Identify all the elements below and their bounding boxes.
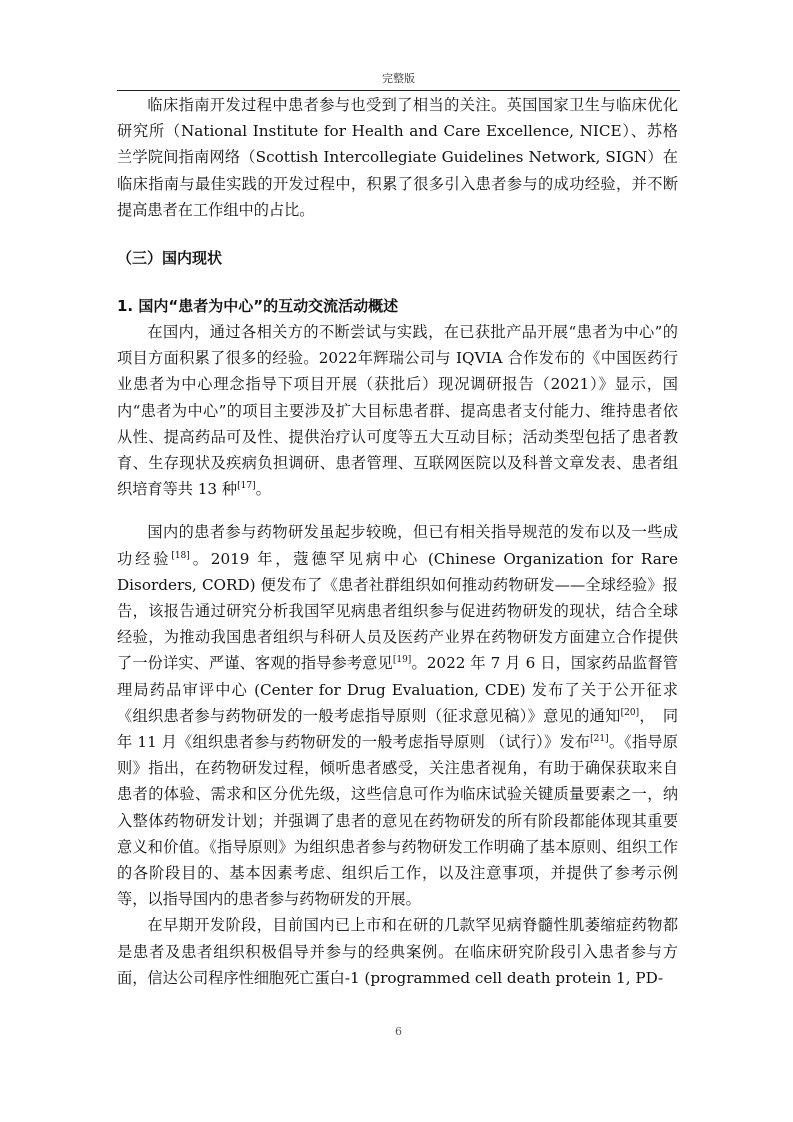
paragraph-text: 国内的患者参与药物研发虽起步较晚，但已有相关指导规范的发布以及一些成功经验 xyxy=(117,523,678,568)
paragraph-domestic-experience xyxy=(117,319,678,502)
citation-ref: [18] xyxy=(171,550,190,561)
paragraph-early-development: 在早期开发阶段，目前国内已上市和在研的几款罕见病脊髓性肌萎缩症药物都是患者及患者组织积极倡导并参与的经典案例。在临床研究阶段引入患者参与方面，信达公司程序性细胞死亡蛋白-1 (programmed cell death protein 1, PD- xyxy=(117,916,678,987)
citation-ref: [21] xyxy=(590,734,609,745)
paragraph-drug-development xyxy=(117,519,678,912)
paragraph-text: 。2019 年，蔻德罕见病中心 (Chinese Organization for Rare Disorders, CORD) 便发布了《患者社群组织如何推动药物研发——全球经验》报告，该报告通过研究分析我国罕见病患者组织参与促进药物研发的现状，结合全球经验，为推动我国患者组织与科研人员及医药产业界在药物研发方面建立合作提供了一份详实、严谨、客观的指导参考意见 xyxy=(117,549,678,673)
document-body xyxy=(117,92,678,991)
page-number: 6 xyxy=(395,1025,402,1038)
paragraph-text: 。2022 年 7 月 6 日，国家药品监督管理局药品审评中心 (Center for Drug Evaluation, CDE) 发布了关于公开征求《组织患者参与药物研发的一般考虑指导原则（征求意见稿）》意见的通知 xyxy=(117,654,678,725)
paragraph-text: 。《指导原则》指出，在药物研发过程，倾听患者感受，关注患者视角，有助于确保获取来自患者的体验、需求和区分优先级，这些信息可作为临床试验关键质量要素之一，纳入整体药物研发计划；并强调了患者的意见在药物研发的所有阶段都能体现其重要意义和价值。《指导原则》为组织患者参与药物研发工作明确了基本原则、组织工作的各阶段目的、基本因素考虑、组织后工作，以及注意事项，并提供了参考示例等，以指导国内的患者参与药物研发的开展。 xyxy=(117,733,678,909)
citation-ref: [19] xyxy=(392,655,412,666)
header-divider xyxy=(117,90,680,91)
paragraph-text: 。 xyxy=(255,480,271,499)
section-heading-domestic-status: （三）国内现状 xyxy=(117,249,223,268)
paragraph-guidelines: 临床指南开发过程中患者参与也受到了相当的关注。英国国家卫生与临床优化研究所（National Institute for Health and Care Excellence, NICE）、苏格兰学院间指南网络（Scottish Intercollegiate Guidelines Network, SIGN）在临床指南与最佳实践的开发过程中，积累了很多引入患者参与的成功经验，并不断提高患者在工作组中的占比。 xyxy=(117,96,678,219)
citation-ref: [20] xyxy=(620,707,640,718)
page-header: 完整版 xyxy=(382,72,415,85)
paragraph-text: ， 同年 11 月《组织患者参与药物研发的一般考虑指导原则 （试行）》发布 xyxy=(117,706,679,752)
citation-ref: [17] xyxy=(237,481,256,492)
subsection-heading-patient-centric: 1. 国内“患者为中心”的互动交流活动概述 xyxy=(117,297,399,316)
paragraph-text: 在国内，通过各相关方的不断尝试与实践，在已获批产品开展“患者为中心”的项目方面积累了很多的经验。2022年辉瑞公司与 IQVIA 合作发布的《中国医药行业患者为中心理念指导下项目开展（获批后）现况调研报告（2021）》显示，国内“患者为中心”的项目主要涉及扩大目标患者群、提高患者支付能力、维持患者依从性、提高药品可及性、提供治疗认可度等五大互动目标；活动类型包括了患者教育、生存现状及疾病负担调研、患者管理、互联网医院以及科普文章发表、患者组织培育等共 13 种 xyxy=(117,323,678,499)
